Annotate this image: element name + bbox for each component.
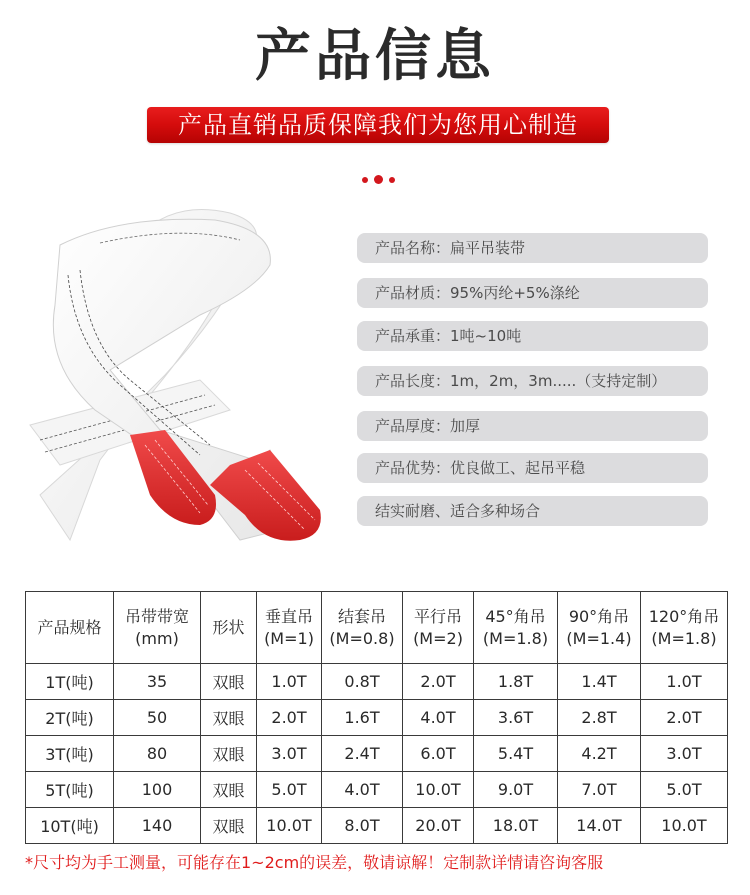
cell-choke: 8.0T	[322, 808, 403, 844]
cell-basket: 10.0T	[403, 772, 474, 808]
cell-spec: 5T(吨)	[26, 772, 114, 808]
cell-width: 50	[114, 700, 201, 736]
cell-45deg: 9.0T	[474, 772, 558, 808]
cell-shape: 双眼	[201, 664, 257, 700]
info-item-durability: 结实耐磨、适合多种场合	[357, 496, 708, 526]
cell-120deg: 3.0T	[641, 736, 728, 772]
cell-basket: 4.0T	[403, 700, 474, 736]
cell-spec: 2T(吨)	[26, 700, 114, 736]
cell-120deg: 5.0T	[641, 772, 728, 808]
dot-icon	[389, 177, 395, 183]
page-title: 产品信息	[255, 24, 495, 89]
cell-120deg: 10.0T	[641, 808, 728, 844]
info-item-load: 产品承重：1吨~10吨	[357, 321, 708, 351]
cell-45deg: 5.4T	[474, 736, 558, 772]
cell-choke: 1.6T	[322, 700, 403, 736]
cell-shape: 双眼	[201, 700, 257, 736]
header-width: 吊带带宽 (mm)	[114, 592, 201, 664]
info-item-thickness: 产品厚度：加厚	[357, 411, 708, 441]
cell-choke: 2.4T	[322, 736, 403, 772]
cell-basket: 6.0T	[403, 736, 474, 772]
cell-vertical: 10.0T	[257, 808, 322, 844]
table-row	[26, 700, 728, 736]
cell-vertical: 2.0T	[257, 700, 322, 736]
info-item-name: 产品名称：扁平吊装带	[357, 233, 708, 263]
cell-90deg: 4.2T	[558, 736, 641, 772]
cell-width: 140	[114, 808, 201, 844]
table-row	[26, 772, 728, 808]
cell-spec: 10T(吨)	[26, 808, 114, 844]
info-item-material: 产品材质：95%丙纶+5%涤纶	[357, 278, 708, 308]
table-row	[26, 736, 728, 772]
cell-90deg: 1.4T	[558, 664, 641, 700]
cell-90deg: 14.0T	[558, 808, 641, 844]
table-header-row	[26, 592, 728, 664]
cell-width: 35	[114, 664, 201, 700]
info-item-length: 产品长度：1m，2m，3m.....（支持定制）	[357, 366, 708, 396]
cell-120deg: 2.0T	[641, 700, 728, 736]
header-120deg: 120°角吊 (M=1.8)	[641, 592, 728, 664]
cell-basket: 2.0T	[403, 664, 474, 700]
dot-icon	[374, 175, 383, 184]
header-vertical: 垂直吊 (M=1)	[257, 592, 322, 664]
cell-vertical: 3.0T	[257, 736, 322, 772]
cell-shape: 双眼	[201, 736, 257, 772]
measurement-note: *尺寸均为手工测量，可能存在1~2cm的误差，敬请谅解！定制款详情请咨询客服	[25, 853, 604, 872]
cell-spec: 1T(吨)	[26, 664, 114, 700]
cell-spec: 3T(吨)	[26, 736, 114, 772]
divider-dots	[360, 174, 400, 186]
cell-choke: 0.8T	[322, 664, 403, 700]
cell-basket: 20.0T	[403, 808, 474, 844]
cell-45deg: 1.8T	[474, 664, 558, 700]
cell-width: 100	[114, 772, 201, 808]
header-choke: 结套吊 (M=0.8)	[322, 592, 403, 664]
dot-icon	[362, 177, 368, 183]
header-90deg: 90°角吊 (M=1.4)	[558, 592, 641, 664]
cell-45deg: 3.6T	[474, 700, 558, 736]
cell-shape: 双眼	[201, 808, 257, 844]
cell-width: 80	[114, 736, 201, 772]
header-spec: 产品规格	[26, 592, 114, 664]
info-item-advantage: 产品优势：优良做工、起吊平稳	[357, 453, 708, 483]
spec-table	[25, 591, 728, 844]
cell-vertical: 1.0T	[257, 664, 322, 700]
cell-choke: 4.0T	[322, 772, 403, 808]
header-45deg: 45°角吊 (M=1.8)	[474, 592, 558, 664]
header-basket: 平行吊 (M=2)	[403, 592, 474, 664]
table-row	[26, 808, 728, 844]
header-shape: 形状	[201, 592, 257, 664]
cell-90deg: 2.8T	[558, 700, 641, 736]
cell-90deg: 7.0T	[558, 772, 641, 808]
cell-120deg: 1.0T	[641, 664, 728, 700]
product-image	[0, 195, 350, 565]
table-row	[26, 664, 728, 700]
cell-shape: 双眼	[201, 772, 257, 808]
cell-45deg: 18.0T	[474, 808, 558, 844]
cell-vertical: 5.0T	[257, 772, 322, 808]
slogan-banner: 产品直销品质保障我们为您用心制造	[147, 107, 609, 143]
